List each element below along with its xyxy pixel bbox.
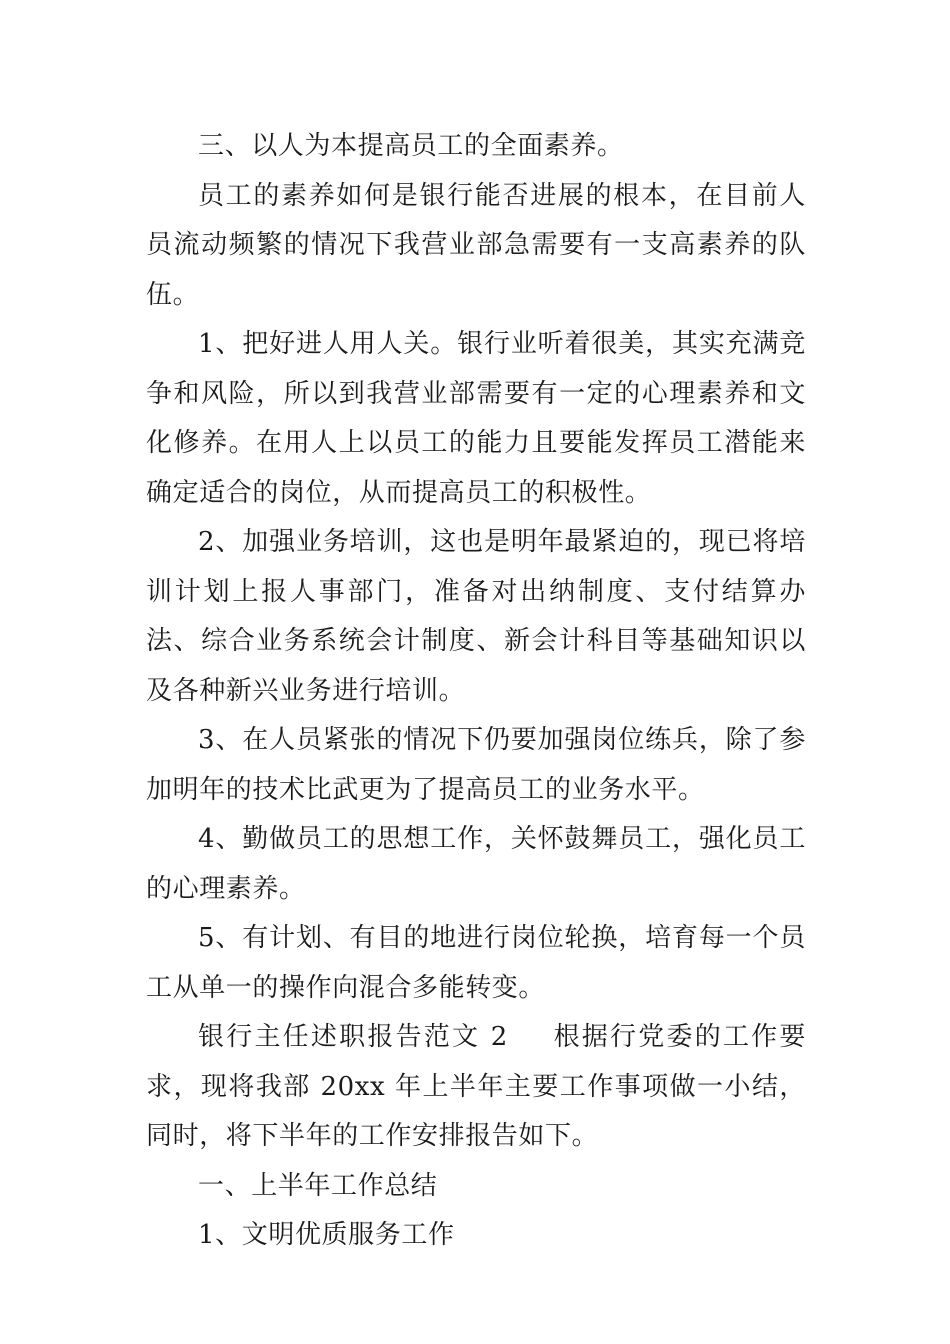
paragraph-item-4: 4、勤做员工的思想工作，关怀鼓舞员工，强化员工的心理素养。 [146,824,806,904]
paragraph-item-1: 1、把好进人用人关。银行业听着很美，其实充满竞争和风险，所以到我营业部需要有一定的心理素养和文化修养。在用人上以员工的能力且要能发挥员工潜能来确定适合的岗位，从而提高员工的积极性。 [146,329,806,508]
section-heading-three: 三、以人为本提高员工的全面素养。 [198,131,624,161]
heading-first-half-summary: 一、上半年工作总结 [198,1170,438,1201]
document-body [146,122,806,1261]
paragraph-item-2: 2、加强业务培训，这也是明年最紧迫的，现已将培训计划上报人事部门，准备对出纳制度、支付结算办法、综合业务系统会计制度、新会计科目等基础知识以及各种新兴业务进行培训。 [146,527,806,706]
section-2-title: 银行主任述职报告范文 2 [198,1022,508,1052]
paragraph-section-2 [146,1013,806,1162]
paragraph-item-5: 5、有计划、有目的地进行岗位轮换，培育每一个员工从单一的操作向混合多能转变。 [146,923,806,1003]
paragraph-item-3: 3、在人员紧张的情况下仍要加强岗位练兵，除了参加明年的技术比武更为了提高员工的业务水平。 [146,725,806,805]
heading-civilized-service: 1、文明优质服务工作 [198,1220,455,1250]
paragraph-staff-quality: 员工的素养如何是银行能否进展的根本，在目前人员流动频繁的情况下我营业部急需要有一支高素养的队伍。 [146,180,806,310]
section-2-intro: 根据行党委的工作要求，现将我部 20xx 年上半年主要工作事项做一小结，同时，将下半年的工作安排报告如下。 [146,1022,806,1151]
